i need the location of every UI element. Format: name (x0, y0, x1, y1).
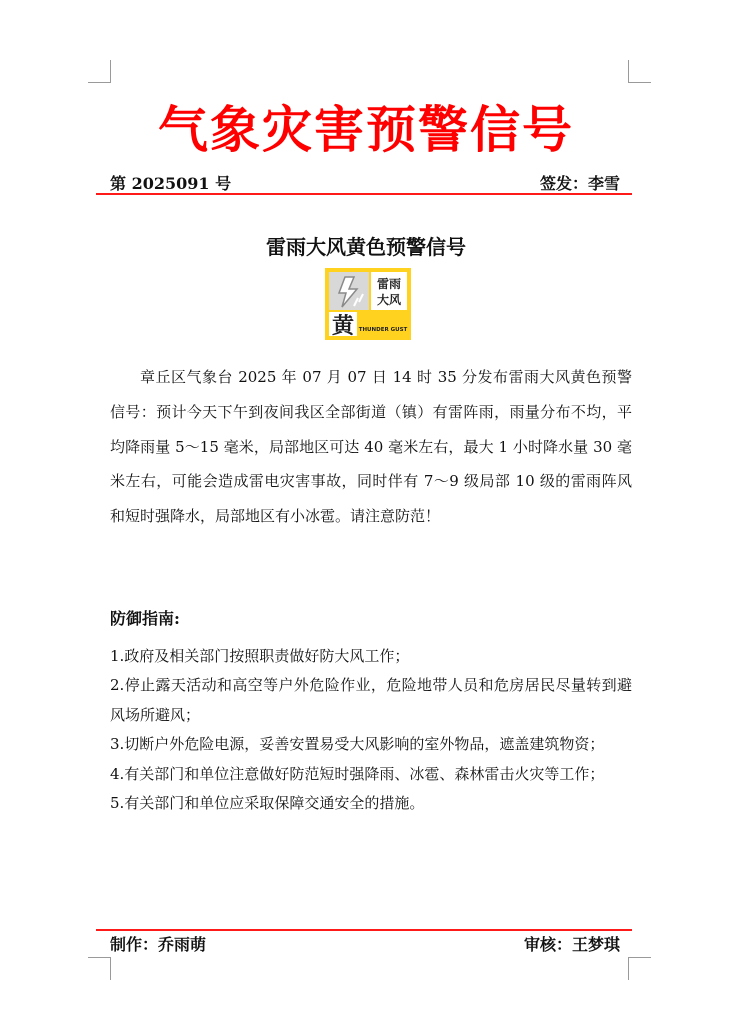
document-number: 第 2025091 号 (110, 174, 232, 193)
document-meta (110, 171, 620, 194)
signal-english-label: THUNDER GUST (358, 327, 408, 333)
guide-item: 2.停止露天活动和高空等户外危险作业，危险地带人员和危房居民尽量转到避风场所避风； (110, 676, 632, 724)
guide-list (110, 642, 632, 818)
guide-item: 4.有关部门和单位注意做好防范短时强降雨、冰雹、森林雷击火灾等工作； (110, 764, 605, 783)
guide-item: 5.有关部门和单位应采取保障交通安全的措施。 (110, 794, 425, 813)
crop-mark-bottom-right (628, 957, 651, 980)
crop-mark-top-right (628, 60, 651, 83)
thunder-gust-yellow-signal-icon (325, 268, 411, 340)
warning-body-text: 章丘区气象台 2025 年 07 月 07 日 14 时 35 分发布雷雨大风黄色预警信号：预计今天下午到夜间我区全部街道（镇）有雷阵雨，雨量分布不均，平均降雨量 5～15 毫米，局部地区可达 40 毫米左右，最大 1 小时降水量 30 毫米左右，可能会造成雷电灾害事故，同时伴有 7～9 级局部 10 级的雷雨阵风和短时强降水，局部地区有小冰雹。请注意防范！ (110, 368, 632, 526)
reviewer: 审核：王梦琪 (523, 935, 620, 954)
crop-mark-top-left (88, 60, 111, 83)
bottom-red-rule (96, 929, 632, 931)
masthead-title: 气象灾害预警信号 (158, 101, 574, 159)
crop-mark-bottom-left (88, 957, 111, 980)
top-red-rule (96, 193, 632, 195)
signal-label-top: 雷雨 (376, 277, 402, 291)
signal-level-char: 黄 (331, 314, 355, 339)
signal-label-bottom: 大风 (376, 293, 402, 307)
footer (110, 932, 620, 955)
guide-heading: 防御指南: (110, 609, 180, 628)
producer: 制作：乔雨萌 (110, 935, 207, 954)
guide-item: 3.切断户外危险电源，妥善安置易受大风影响的室外物品，遮盖建筑物资； (110, 735, 605, 754)
guide-item: 1.政府及相关部门按照职责做好防大风工作； (110, 647, 410, 665)
warning-title: 雷雨大风黄色预警信号 (266, 235, 466, 259)
issuer: 签发：李雪 (539, 174, 620, 193)
